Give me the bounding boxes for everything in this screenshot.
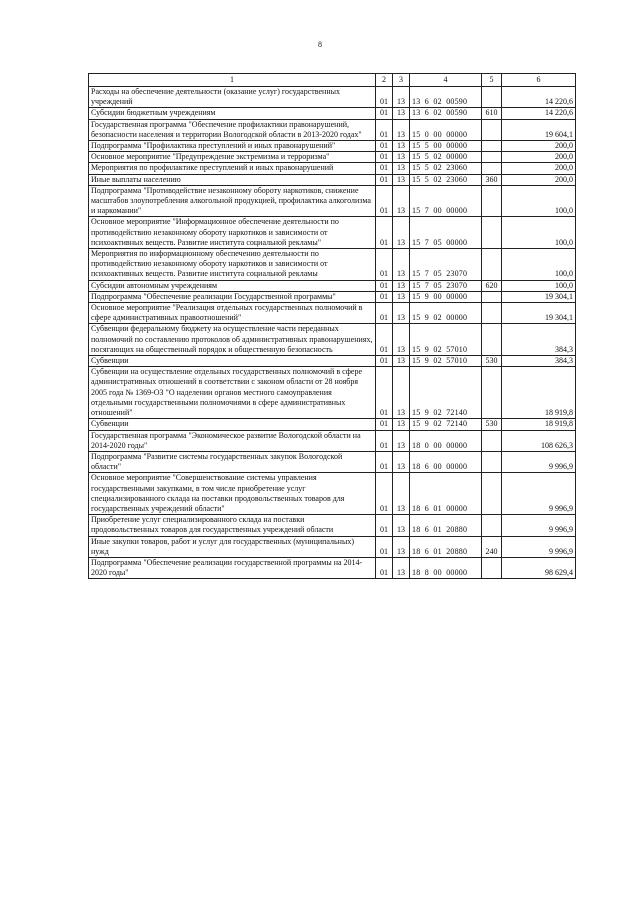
- row-subsection-code: 13: [393, 87, 410, 108]
- row-target-article: 15 9 02 72140: [410, 367, 482, 419]
- row-expense-type: [482, 430, 502, 451]
- table-row: [89, 87, 576, 108]
- row-name: Основное мероприятие "Предупреждение экстремизма и терроризма": [89, 152, 376, 163]
- row-subsection-code: 13: [393, 249, 410, 281]
- header-col-2: 2: [376, 74, 393, 87]
- row-amount: 200,0: [502, 163, 576, 174]
- row-target-article: 15 9 02 72140: [410, 419, 482, 430]
- row-expense-type: [482, 324, 502, 356]
- row-amount: 98 629,4: [502, 557, 576, 578]
- table-row: [89, 451, 576, 472]
- table-row: [89, 303, 576, 324]
- row-target-article: 15 0 00 00000: [410, 119, 482, 140]
- row-expense-type: [482, 291, 502, 302]
- row-name: Основное мероприятие "Совершенствование системы управления государственными закупками, в том числе приобретение услуг специализированного склада на поставки продовольственных товаров для государственных учреждений области": [89, 473, 376, 515]
- table-row: [89, 108, 576, 119]
- row-expense-type: [482, 515, 502, 536]
- row-expense-type: [482, 87, 502, 108]
- row-name: Субвенции: [89, 356, 376, 367]
- row-expense-type: 360: [482, 174, 502, 185]
- row-expense-type: 620: [482, 280, 502, 291]
- table-row: [89, 249, 576, 281]
- row-target-article: 15 9 02 57010: [410, 356, 482, 367]
- table-row: [89, 217, 576, 249]
- row-amount: 200,0: [502, 152, 576, 163]
- table-row: [89, 141, 576, 152]
- table-row: [89, 324, 576, 356]
- row-expense-type: 240: [482, 536, 502, 557]
- row-subsection-code: 13: [393, 163, 410, 174]
- row-target-article: 15 7 05 00000: [410, 217, 482, 249]
- row-name: Мероприятия по информационному обеспечению деятельности по противодействию незаконному обороту наркотиков и зависимости от психоактивных веществ. Развитие института социальной рекламы: [89, 249, 376, 281]
- row-target-article: 18 6 01 20880: [410, 536, 482, 557]
- row-expense-type: 610: [482, 108, 502, 119]
- table-row: [89, 152, 576, 163]
- row-amount: 384,3: [502, 356, 576, 367]
- row-amount: 100,0: [502, 217, 576, 249]
- row-name: Государственная программа "Экономическое развитие Вологодской области на 2014-2020 годы": [89, 430, 376, 451]
- row-amount: 14 220,6: [502, 108, 576, 119]
- row-expense-type: 530: [482, 419, 502, 430]
- row-subsection-code: 13: [393, 419, 410, 430]
- row-target-article: 13 6 02 00590: [410, 108, 482, 119]
- row-subsection-code: 13: [393, 280, 410, 291]
- row-section-code: 01: [376, 324, 393, 356]
- table-row: [89, 430, 576, 451]
- row-amount: 100,0: [502, 280, 576, 291]
- row-target-article: 15 5 00 00000: [410, 141, 482, 152]
- row-name: Подпрограмма "Противодействие незаконному обороту наркотиков, снижение масштабов злоупотребления алкогольной продукцией, профилактика алкоголизма и наркомании": [89, 185, 376, 217]
- row-expense-type: [482, 303, 502, 324]
- table-row: [89, 185, 576, 217]
- row-name: Расходы на обеспечение деятельности (оказание услуг) государственных учреждений: [89, 87, 376, 108]
- table-row: [89, 557, 576, 578]
- row-amount: 9 996,9: [502, 473, 576, 515]
- row-target-article: 18 6 01 00000: [410, 473, 482, 515]
- row-section-code: 01: [376, 536, 393, 557]
- row-name: Приобретение услуг специализированного склада на поставки продовольственных товаров для государственных учреждений области: [89, 515, 376, 536]
- row-amount: 100,0: [502, 185, 576, 217]
- row-expense-type: [482, 141, 502, 152]
- row-section-code: 01: [376, 217, 393, 249]
- row-section-code: 01: [376, 174, 393, 185]
- row-name: Основное мероприятие "Информационное обеспечение деятельности по противодействию незаконному обороту наркотиков и зависимости от психоактивных веществ. Развитие института социальной рекламы": [89, 217, 376, 249]
- row-name: Иные выплаты населению: [89, 174, 376, 185]
- row-subsection-code: 13: [393, 356, 410, 367]
- table-row: [89, 515, 576, 536]
- row-subsection-code: 13: [393, 451, 410, 472]
- row-amount: 9 996,9: [502, 451, 576, 472]
- row-subsection-code: 13: [393, 473, 410, 515]
- row-subsection-code: 13: [393, 108, 410, 119]
- row-subsection-code: 13: [393, 152, 410, 163]
- row-target-article: 15 5 02 23060: [410, 174, 482, 185]
- row-name: Субвенции: [89, 419, 376, 430]
- row-target-article: 15 9 02 57010: [410, 324, 482, 356]
- page-number: 8: [318, 40, 322, 49]
- row-section-code: 01: [376, 356, 393, 367]
- row-section-code: 01: [376, 515, 393, 536]
- row-expense-type: [482, 152, 502, 163]
- row-subsection-code: 13: [393, 119, 410, 140]
- row-target-article: 15 9 02 00000: [410, 303, 482, 324]
- row-section-code: 01: [376, 430, 393, 451]
- row-amount: 100,0: [502, 249, 576, 281]
- row-section-code: 01: [376, 291, 393, 302]
- row-name: Мероприятия по профилактике преступлений и иных правонарушений: [89, 163, 376, 174]
- row-target-article: 18 0 00 00000: [410, 430, 482, 451]
- row-expense-type: [482, 451, 502, 472]
- row-amount: 18 919,8: [502, 367, 576, 419]
- row-section-code: 01: [376, 419, 393, 430]
- row-amount: 9 996,9: [502, 536, 576, 557]
- row-name: Иные закупки товаров, работ и услуг для государственных (муниципальных) нужд: [89, 536, 376, 557]
- row-name: Подпрограмма "Обеспечение реализации Государственной программы": [89, 291, 376, 302]
- row-section-code: 01: [376, 303, 393, 324]
- row-amount: 19 304,1: [502, 291, 576, 302]
- row-expense-type: [482, 473, 502, 515]
- row-subsection-code: 13: [393, 367, 410, 419]
- row-amount: 200,0: [502, 174, 576, 185]
- row-subsection-code: 13: [393, 303, 410, 324]
- row-subsection-code: 13: [393, 557, 410, 578]
- row-section-code: 01: [376, 87, 393, 108]
- row-amount: 19 604,1: [502, 119, 576, 140]
- row-section-code: 01: [376, 141, 393, 152]
- row-expense-type: 530: [482, 356, 502, 367]
- row-target-article: 15 9 00 00000: [410, 291, 482, 302]
- table-row: [89, 119, 576, 140]
- row-subsection-code: 13: [393, 185, 410, 217]
- row-amount: 19 304,1: [502, 303, 576, 324]
- table-row: [89, 291, 576, 302]
- row-section-code: 01: [376, 473, 393, 515]
- row-subsection-code: 13: [393, 536, 410, 557]
- row-subsection-code: 13: [393, 324, 410, 356]
- row-amount: 14 220,6: [502, 87, 576, 108]
- table-header-row: [89, 74, 576, 87]
- row-section-code: 01: [376, 152, 393, 163]
- row-expense-type: [482, 557, 502, 578]
- row-subsection-code: 13: [393, 217, 410, 249]
- row-section-code: 01: [376, 163, 393, 174]
- row-target-article: 13 6 02 00590: [410, 87, 482, 108]
- row-amount: 9 996,9: [502, 515, 576, 536]
- row-target-article: 15 5 02 23060: [410, 163, 482, 174]
- row-target-article: 15 7 00 00000: [410, 185, 482, 217]
- row-subsection-code: 13: [393, 515, 410, 536]
- table-row: [89, 473, 576, 515]
- row-name: Субсидии автономным учреждениям: [89, 280, 376, 291]
- header-col-1: 1: [89, 74, 376, 87]
- row-target-article: 18 6 00 00000: [410, 451, 482, 472]
- row-name: Основное мероприятие "Реализация отдельных государственных полномочий в сфере административных правоотношений": [89, 303, 376, 324]
- table-row: [89, 174, 576, 185]
- row-name: Субвенции федеральному бюджету на осуществление части переданных полномочий по составлению протоколов об административных правонарушениях, посягающих на общественный порядок и общественную безопасность: [89, 324, 376, 356]
- row-section-code: 01: [376, 185, 393, 217]
- header-col-3: 3: [393, 74, 410, 87]
- row-expense-type: [482, 367, 502, 419]
- row-subsection-code: 13: [393, 291, 410, 302]
- row-subsection-code: 13: [393, 141, 410, 152]
- row-section-code: 01: [376, 557, 393, 578]
- row-section-code: 01: [376, 451, 393, 472]
- row-section-code: 01: [376, 108, 393, 119]
- row-expense-type: [482, 119, 502, 140]
- row-expense-type: [482, 249, 502, 281]
- table-row: [89, 356, 576, 367]
- row-target-article: 15 7 05 23070: [410, 280, 482, 291]
- table-row: [89, 536, 576, 557]
- row-name: Субвенции на осуществление отдельных государственных полномочий в сфере административных отношений в соответствии с законом области от 28 ноября 2005 года № 1369-ОЗ "О наделении органов местного самоуправления отдельными государственными полномочиями в сфере административных отношений": [89, 367, 376, 419]
- row-subsection-code: 13: [393, 174, 410, 185]
- row-name: Субсидии бюджетным учреждениям: [89, 108, 376, 119]
- row-expense-type: [482, 185, 502, 217]
- row-target-article: 18 6 01 20880: [410, 515, 482, 536]
- row-expense-type: [482, 163, 502, 174]
- row-section-code: 01: [376, 119, 393, 140]
- row-name: Подпрограмма "Обеспечение реализации государственной программы на 2014-2020 годы": [89, 557, 376, 578]
- header-col-5: 5: [482, 74, 502, 87]
- header-col-6: 6: [502, 74, 576, 87]
- row-amount: 108 626,3: [502, 430, 576, 451]
- row-name: Подпрограмма "Развитие системы государственных закупок Вологодской области": [89, 451, 376, 472]
- table-row: [89, 163, 576, 174]
- row-target-article: 15 7 05 23070: [410, 249, 482, 281]
- table-row: [89, 367, 576, 419]
- header-col-4: 4: [410, 74, 482, 87]
- row-name: Подпрограмма "Профилактика преступлений и иных правонарушений": [89, 141, 376, 152]
- row-expense-type: [482, 217, 502, 249]
- table-row: [89, 419, 576, 430]
- row-amount: 200,0: [502, 141, 576, 152]
- table-row: [89, 280, 576, 291]
- budget-table: [88, 73, 576, 579]
- row-amount: 384,3: [502, 324, 576, 356]
- row-subsection-code: 13: [393, 430, 410, 451]
- row-amount: 18 919,8: [502, 419, 576, 430]
- row-section-code: 01: [376, 367, 393, 419]
- row-section-code: 01: [376, 280, 393, 291]
- row-target-article: 15 5 02 00000: [410, 152, 482, 163]
- row-name: Государственная программа "Обеспечение профилактики правонарушений, безопасности населения и территории Вологодской области в 2013-2020 годах": [89, 119, 376, 140]
- row-section-code: 01: [376, 249, 393, 281]
- row-target-article: 18 8 00 00000: [410, 557, 482, 578]
